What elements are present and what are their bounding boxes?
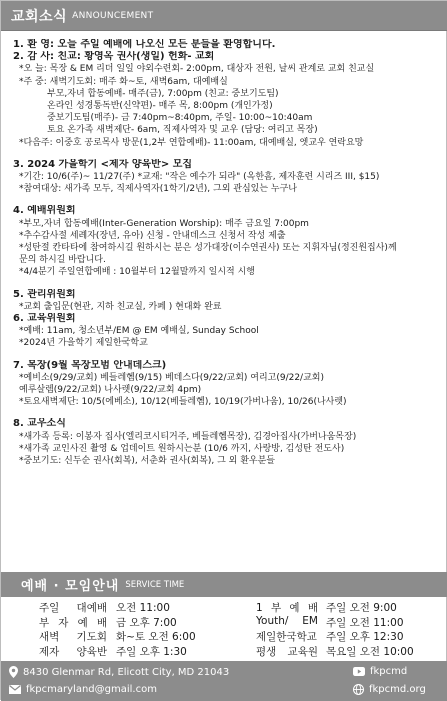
website-text[interactable]: fkpcmd.org <box>369 684 426 695</box>
announcement-line: 온라인 성경통독반(신약편)- 매주 목, 8:00pm (개인가정) <box>47 101 273 112</box>
announcement-line: 예루살렘(9/22/교회) 나사렛(9/22/교회 4pm) <box>19 385 202 396</box>
section-heading: 4. 예배위원회 <box>13 205 76 217</box>
location-pin-icon <box>9 666 18 678</box>
announcement-list <box>13 39 439 467</box>
address-item <box>9 666 229 678</box>
service-name: Youth/ EM <box>256 614 318 627</box>
service-time: 주일 오후 1:30 <box>116 645 187 658</box>
mail-icon <box>9 685 21 694</box>
announcement-line: 문의 하시길 바랍니다. <box>19 255 106 266</box>
announcement-line: 부모,자녀 합동예배- 매주(금), 7:00pm (친교: 중보기도팀) <box>47 88 279 99</box>
section-heading: 3. 2024 가을학기 <제자 양육반> 모집 <box>13 158 193 170</box>
section-heading: 2. 감 사: 친교: 황영옥 권사(생일) 헌화- 교회 <box>13 51 215 63</box>
service-table <box>1 600 447 658</box>
announcement-line: 토요 온가족 새벽제단- 6am, 직제사역자 및 교우 (담당: 여리고 목장) <box>47 125 318 136</box>
announcement-line: *기간: 10/6(주)~ 11/27(주) *교재: "작은 예수가 되라" (옥한흠, 제자훈련 시리즈 III, $15) <box>19 172 380 183</box>
announcement-line: *참여대상: 새가족 모두, 직제사역자(1학기/2년), 그외 관심있는 누구나 <box>19 184 297 195</box>
announcement-line: *주 중: 새벽기도회: 매주 화~토, 새벽6am, 대예배실 <box>19 76 228 87</box>
service-time: 주일 오후 12:30 <box>326 631 404 643</box>
section-spacer <box>13 149 439 159</box>
announcement-title-ko: 교회소식 <box>11 8 68 25</box>
address-text: 8430 Glenmar Rd, Elicott City, MD 21043 <box>23 666 230 678</box>
announcement-line: *4/4분기 주일연합예배 : 10월부터 12월말까지 일시적 시행 <box>19 267 255 278</box>
youtube-item[interactable] <box>353 666 407 677</box>
section-heading: 5. 관리위원회 <box>13 288 76 300</box>
announcement-header <box>1 1 447 31</box>
service-name: 주일 대예배 <box>39 602 107 614</box>
service-header <box>1 572 447 597</box>
service-name: 부 자 예 배 <box>39 616 107 629</box>
section-spacer <box>13 350 439 360</box>
announcement-line: *부모,자녀 합동예배(Inter-Generation Worship): 매주 금요일 7:00pm <box>19 218 309 229</box>
service-time: 금 오후 7:00 <box>116 616 177 629</box>
announcement-line: *성탄절 칸타타에 참여하시길 원하시는 분은 성가대장(이수연권사) 또는 지휘자님(정진원집사)께 <box>19 243 397 254</box>
announcement-line: *오 늘: 목장 & EM 리더 일일 야외수련회- 2:00pm, 대상자 전원, 날씨 관계로 교회 친교실 <box>19 64 375 75</box>
service-time: 주일 오전 9:00 <box>326 602 397 614</box>
service-title-en: SERVICE TIME <box>125 579 185 590</box>
service-time: 주일 오전 11:00 <box>326 616 404 629</box>
section-heading: 6. 교육위원회 <box>13 313 76 325</box>
service-name: 제일한국학교 <box>256 631 317 643</box>
footer <box>1 661 447 701</box>
section-spacer <box>13 408 439 418</box>
announcement-line: *중보기도: 신두순 권사(회복), 서춘화 권사(회복), 그 외 환우분들 <box>19 456 275 467</box>
section-heading: 1. 환 영: 오늘 주일 예배에 나오신 모든 분들을 환영합니다. <box>13 39 276 50</box>
service-row <box>1 629 447 644</box>
section-spacer <box>13 279 439 289</box>
service-time: 오전 11:00 <box>116 602 170 614</box>
service-name: 제자 양육반 <box>39 645 107 658</box>
announcement-line: *예배: 11am, 청소년부/EM @ EM 예배실, Sunday School <box>19 326 259 337</box>
service-title-ko: 예배 · 모임안내 <box>21 579 120 594</box>
announcement-line: 중보기도팀(매주)- 금 7:40pm~8:40pm, 주일- 10:00~10:40am <box>47 113 313 124</box>
section-heading: 7. 목장(9월 목장모범 안내데스크) <box>13 359 167 371</box>
service-name: 평생 교육원 <box>256 645 318 658</box>
section-spacer <box>13 195 439 205</box>
service-row <box>1 644 447 659</box>
service-name: 새벽 기도회 <box>39 631 107 643</box>
announcement-line: *예비소(9/29/교회) 베들레헴(9/15) 베데스다(9/22/교회) 여리고(9/22/교회) <box>19 372 324 383</box>
announcement-line: *새가족 등록: 이봉자 집사(엘리코시티거주, 베들레헴목장), 김경아집사(가버나움목장) <box>19 431 357 442</box>
youtube-text[interactable]: fkpcmd <box>370 666 408 677</box>
announcement-line: *토요새벽제단: 10/5(에베소), 10/12(베들레헴), 10/19(가버나움), 10/26(나사렛) <box>19 397 347 408</box>
service-row <box>1 615 447 630</box>
announcement-line: *새가족 교인사진 촬영 & 업데이트 원하시는분 (10/6 까지, 사랑방, 김성탄 전도사) <box>19 443 345 454</box>
service-name: 1 부 예 배 <box>256 602 318 614</box>
website-item[interactable] <box>353 684 426 695</box>
service-time: 화~토 오전 6:00 <box>116 631 196 643</box>
globe-icon <box>353 684 364 695</box>
service-row <box>1 600 447 615</box>
announcement-title-en: ANNOUNCEMENT <box>72 10 154 21</box>
announcement-line: *2024년 가을학기 제일한국학교 <box>19 338 148 349</box>
email-text[interactable]: fkpcmaryland@gmail.com <box>26 684 157 695</box>
announcement-line: *다음주: 이중호 공로목사 방문(1,2부 연합예배)- 11:00am, 대예배실, 엣교우 연락요망 <box>19 137 364 148</box>
announcement-line: *추수감사절 세례자(장년, 유아) 신청 - 안내데스크 신청서 작성 제출 <box>19 230 286 241</box>
announcement-line: *교회 출입문(현관, 지하 친교실, 카페 ) 현대화 완료 <box>19 301 222 312</box>
service-time: 목요일 오전 10:00 <box>326 645 414 658</box>
section-heading: 8. 교우소식 <box>13 418 66 430</box>
email-item[interactable] <box>9 684 157 695</box>
youtube-icon <box>353 667 365 676</box>
